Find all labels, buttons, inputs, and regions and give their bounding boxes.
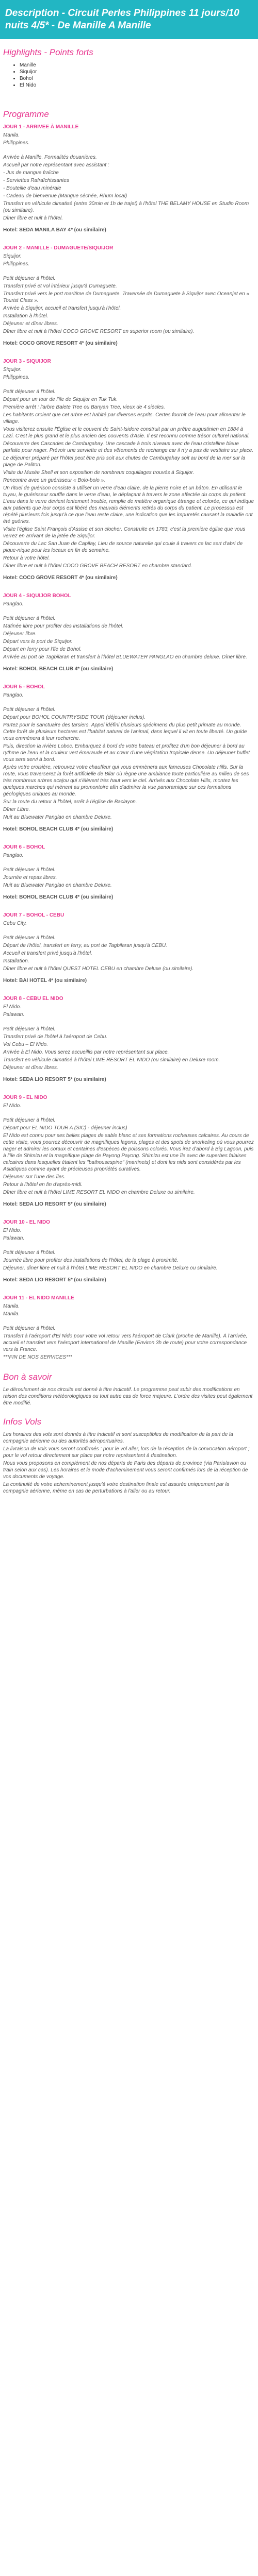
highlight-item: • Bohol	[20, 75, 255, 82]
day-paragraph: Petit déjeuner à l'hôtel.	[3, 1117, 56, 1123]
day-title: JOUR 4 - SIQUIJOR BOHOL	[3, 593, 71, 599]
day-paragraph: Petit déjeuner à l'hôtel.	[3, 707, 56, 713]
day-place-secondary: Manila.	[3, 1311, 20, 1317]
flight-info-paragraph: Les horaires des vols sont donnés à titre indicatif et sont susceptibles de modification de la part de la compagnie aérienne ou des autorités aéroportuaires.	[3, 1432, 233, 1444]
day-block	[3, 592, 255, 672]
day-paragraph: ***FIN DE NOS SERVICES***	[3, 1354, 72, 1360]
day-paragraph: Déjeuner et dîner libres.	[3, 321, 58, 327]
day-hotel: Hotel: COCO GROVE RESORT 4* (ou similaire)	[3, 575, 118, 581]
day-block	[3, 912, 255, 984]
day-place: El Nido.	[3, 1004, 22, 1010]
day-paragraph: Transfert en véhicule climatisé (entre 30min et 1h de trajet) à l'hôtel THE BELAMY HOUSE en Studio Room (ou similaire).	[3, 201, 249, 213]
day-paragraph: El Nido est connu pour ses belles plages de sable blanc et ses formations rocheuses calcaires. Au cours de cette visite, vous pourrez découvrir de magnifiques lagons, plages et des spots de snorkeling où vous pourrez nager et admirer les coraux et centaines d'espèces de poissons colorés. Vous irez d'abord à Big Lagoon, puis à l'île de Shimizu et la magnifique plage de Payong Payong. Shimizu est une île avec de superbes falaises calcaires dans lesquelles étaient les "bathousespine" (martinets) et dont les nids sont considérés par les Asiatiques comme ayant de précieuses propriétés curatives.	[3, 1133, 254, 1172]
highlights-list	[3, 62, 255, 89]
day-hotel: Hotel: COCO GROVE RESORT 4* (ou similaire)	[3, 341, 118, 346]
day-paragraph: - Bouteille d'eau minérale	[3, 185, 61, 191]
highlight-item: • Siquijor	[20, 69, 255, 75]
day-paragraph: Vous visiterez ensuite l'Église et le couvent de Saint-Isidore construit par un prêtre augustinien en 1884 à Lazi. C'est le plus grand et le plus ancien des couvents d'Asie. Il est reconnu comme trésor culturel national.	[3, 427, 250, 439]
day-paragraph: Découverte du Lac San Juan de Capilay, Lieu de source naturelle qui coule à travers ce lac sert d'abri de pique-nique pour les locaux en fin de semaine.	[3, 541, 243, 553]
day-paragraph: Départ de l'hôtel, transfert en ferry, au port de Tagbilaran jusqu'à CEBU.	[3, 943, 167, 948]
day-paragraph: Nuit au Bluewater Panglao en chambre Deluxe.	[3, 883, 112, 888]
day-paragraph: Retour à l'hôtel en fin d'après-midi.	[3, 1182, 83, 1188]
good-to-know-section	[3, 1386, 255, 1406]
day-paragraph: Petit déjeuner à l'hôtel.	[3, 1026, 56, 1032]
day-paragraph: Dîner libre et nuit à l'hôtel LIME RESORT EL NIDO en chambre Deluxe ou similaire.	[3, 1190, 195, 1195]
day-paragraph: Après votre croisière, retrouvez votre chauffeur qui vous emmènera aux fameuses Chocolate Hills. Sur la route, vous traverserez la forêt artificielle de Bilar où règne une ambiance toute particulière au milieu de ses très nombreux arbres acajou qui s'élèvent très haut vers le ciel. Arrivés aux Chocolate Hills, montez les quelques marches qui mènent au promontoire afin d'admirer la vue panoramique sur ces formations géologiques uniques au monde.	[3, 765, 249, 797]
day-place: Siquijor.	[3, 253, 22, 259]
day-block	[3, 1295, 255, 1361]
good-to-know-heading: Bon à savoir	[3, 1372, 52, 1382]
programme-heading: Programme	[3, 109, 49, 119]
day-paragraph: Journée libre pour profiter des installations de l'hôtel, de la plage à proximité.	[3, 1258, 179, 1263]
day-paragraph: - Cadeau de bienvenue (Mangue séchée, Rhum local)	[3, 193, 127, 199]
day-block	[3, 844, 255, 901]
day-place-secondary: Philippines.	[3, 140, 30, 146]
day-title: JOUR 3 - SIQUIJOR	[3, 359, 51, 364]
day-paragraph: Les habitants croient que cet arbre est habité par diverses esprits. Certes fournit de l'eau pour alimenter le village.	[3, 412, 246, 425]
day-title: JOUR 5 - BOHOL	[3, 684, 45, 690]
day-place-secondary: Palawan.	[3, 1012, 25, 1018]
day-paragraph: Petit déjeuner à l'hôtel.	[3, 867, 56, 873]
day-paragraph: Dîner libre et nuit à l'hôtel QUEST HOTEL CEBU en chambre Deluxe (ou similaire).	[3, 966, 194, 972]
day-paragraph: Départ vers le port de Siquijor.	[3, 639, 73, 645]
day-paragraph: Arrivée à El Nido. Vous serez accueillis par notre représentant sur place.	[3, 1049, 169, 1055]
day-paragraph: Déjeuner sur l'une des îles.	[3, 1174, 66, 1180]
day-paragraph: Transfert en véhicule climatisé à l'hôtel LIME RESORT EL NIDO (ou similaire) en Deluxe room.	[3, 1057, 220, 1063]
day-paragraph: Départ pour un tour de l'île de Siquijor en Tuk Tuk.	[3, 397, 118, 402]
day-paragraph: Accueil par notre représentant avec assistant :	[3, 162, 109, 168]
day-title: JOUR 10 - EL NIDO	[3, 1219, 50, 1225]
day-title: JOUR 6 - BOHOL	[3, 844, 45, 850]
day-place: El Nido.	[3, 1228, 22, 1233]
day-title: JOUR 7 - BOHOL - CEBU	[3, 912, 64, 918]
day-paragraph: Déjeuner libre.	[3, 631, 37, 637]
day-paragraph: Transfert privé et vol intérieur jusqu'à Dumaguete.	[3, 283, 117, 289]
flight-info-paragraph: La continuité de votre acheminement jusqu'à votre destination finale est assurée uniquement par la compagnie aérienne, même en cas de perturbations à l'aller ou au retour.	[3, 1482, 230, 1494]
day-block	[3, 124, 255, 233]
day-paragraph: Accueil et transfert privé jusqu'à l'hôtel.	[3, 951, 92, 956]
day-block	[3, 358, 255, 581]
flight-info-paragraph: La livraison de vols vous seront confirmés : pour le vol aller, lors de la réception de la convocation aéroport ; pour le vol retour directement sur place par notre représentant à destination.	[3, 1446, 250, 1459]
day-paragraph: Dîner libre et nuit à l'hôtel COCO GROVE RESORT en superior room (ou similaire).	[3, 329, 195, 334]
day-paragraph: Petit déjeuner à l'hôtel.	[3, 1250, 56, 1256]
flight-info-paragraph: Nous vous proposons en complément de nos départs de Paris des départs de province (via Paris/avion ou train selon aux cas). Les horaires et le mode d'acheminement vous seront confirmés lors de la réception de vos documents de voyage.	[3, 1461, 248, 1480]
flight-info-heading: Infos Vols	[3, 1417, 42, 1427]
day-paragraph: Installation à l'hôtel.	[3, 313, 49, 319]
day-paragraph: Journée et repas libres.	[3, 875, 57, 880]
day-place: Siquijor.	[3, 367, 22, 372]
day-place: Panglao.	[3, 853, 24, 858]
good-to-know-paragraph: Le déroulement de nos circuits est donné à titre indicatif. Le programme peut subir des modifications en raison des conditions météorologiques ou tout autre cas de force majeure. L'ordre des visites peut également être modifié.	[3, 1387, 253, 1406]
highlights-heading: Highlights - Points forts	[3, 47, 93, 57]
day-place: Panglao.	[3, 692, 24, 698]
day-paragraph: Dîner libre et nuit à l'hôtel.	[3, 215, 63, 221]
day-hotel: Hotel: SEDA LIO RESORT 5* (ou similaire)	[3, 1277, 106, 1283]
highlight-item: • Manille	[20, 62, 255, 69]
day-paragraph: Installation.	[3, 958, 29, 964]
day-paragraph: Départ pour EL NIDO TOUR A (SIC) - déjeuner inclus)	[3, 1125, 127, 1131]
day-paragraph: Nuit au Bluewater Panglao en chambre Deluxe.	[3, 815, 112, 820]
day-paragraph: Rencontre avec un guérisseur « Bolo-bolo ».	[3, 478, 105, 483]
day-hotel: Hotel: BOHOL BEACH CLUB 4* (ou similaire)	[3, 666, 114, 672]
day-block	[3, 1094, 255, 1208]
day-paragraph: Arrivée à Manille. Formalités douanières.	[3, 155, 97, 160]
day-paragraph: Retour à votre hôtel.	[3, 555, 50, 561]
day-paragraph: Départ en ferry pour l'île de Bohol.	[3, 647, 82, 652]
day-place-secondary: Palawan.	[3, 1235, 25, 1241]
day-block	[3, 995, 255, 1083]
day-block	[3, 684, 255, 833]
day-place-secondary: Philippines.	[3, 375, 30, 380]
day-paragraph: Petit déjeuner à l'hôtel.	[3, 276, 56, 281]
page-title: Description - Circuit Perles Philippines 11 jours/10 nuits 4/5* - De Manille A Manille	[5, 8, 239, 31]
day-paragraph: Puis, direction la rivière Loboc. Embarquez à bord de votre bateau et profitez d'un bon déjeuner à bord au rythme de l'eau et la couleur vert émeraude et au cœur d'une végétation tropicale dense. Un déjeuner buffet vous sera servi à bord.	[3, 743, 250, 762]
day-paragraph: Première arrêt : l'arbre Balete Tree ou Banyan Tree, vieux de 4 siècles.	[3, 404, 165, 410]
day-paragraph: Visite du Musée Shell et son exposition de nombreux coquillages trouvés à Siquijor.	[3, 470, 195, 476]
day-hotel: Hotel: BOHOL BEACH CLUB 4* (ou similaire)	[3, 826, 114, 832]
day-hotel: Hotel: SEDA MANILA BAY 4* (ou similaire)	[3, 227, 106, 233]
day-paragraph: Vol Cebu – El Nido.	[3, 1042, 48, 1047]
day-place: Manila.	[3, 1303, 20, 1309]
day-block	[3, 1219, 255, 1283]
day-paragraph: - Serviettes Rafraîchissantes	[3, 178, 69, 183]
day-title: JOUR 2 - MANILLE - DUMAGUETE/SIQUIJOR	[3, 245, 114, 251]
day-paragraph: Petit déjeuner à l'hôtel.	[3, 389, 56, 395]
day-paragraph: Dîner Libre.	[3, 807, 30, 812]
day-place-secondary: Philippines.	[3, 261, 30, 267]
day-paragraph: - Jus de mangue fraîche	[3, 170, 59, 176]
day-paragraph: Découverte des Cascades de Cambugahay. Une cascade à trois niveaux avec de l'eau cristalline bleue parfaite pour nager. Prévoir une serviette et des vêtements de rechange car il n'y a pas de vestiaire sur place.	[3, 441, 254, 453]
day-place: Panglao.	[3, 601, 24, 607]
day-title: JOUR 11 - EL NIDO MANILLE	[3, 1295, 74, 1301]
content	[0, 47, 258, 1506]
day-block	[3, 245, 255, 347]
day-hotel: Hotel: SEDA LIO RESORT 5* (ou similaire)	[3, 1201, 106, 1207]
day-paragraph: Le déjeuner préparé par l'hôtel peut être pris soit aux chutes de Cambugahay soit au bord de la mer sur la plage de Paliton.	[3, 455, 246, 468]
day-paragraph: Partez pour le sanctuaire des tarsiers. Appel idéfini plusieurs spécimens du plus petit primate au monde. Cette forêt de plusieurs hectares est l'habitat naturel de l'animal, dans lequel il vit en toute liberté. Un guide vous emmènera à leur recherche.	[3, 722, 247, 741]
day-paragraph: Petit déjeuner à l'hôtel.	[3, 616, 56, 621]
programme-days	[3, 124, 255, 1361]
day-title: JOUR 9 - EL NIDO	[3, 1095, 47, 1100]
day-paragraph: Arrivée au port de Tagbilaran et transfert à l'hôtel BLUEWATER PANGLAO en chambre deluxe. Dîner libre.	[3, 654, 247, 660]
day-paragraph: Départ pour BOHOL COUNTRYSIDE TOUR (déjeuner inclus).	[3, 715, 146, 720]
day-paragraph: Un rituel de guérison consiste à utiliser un verre d'eau claire, de la pierre noire et un bâton. En utilisant le tuyau, le guérisseur souffle dans le verre d'eau, le déplaçant à travers le zone affectée du corps du patient. L'eau dans le verre devient lentement trouble, remplie de matière organique étrange et colorée, ce qui indique aux patients que leur corps est libéré des mauvais éléments retirés du corps du patient. Le processus est répété plusieurs fois jusqu'à ce que l'eau reste claire, une indication que les impuretés causant la maladie ont été guéries.	[3, 485, 254, 524]
day-place: Cebu City.	[3, 921, 27, 926]
day-title: JOUR 1 - ARRIVEE À MANILLE	[3, 124, 79, 130]
day-place: El Nido.	[3, 1103, 22, 1109]
day-paragraph: Petit déjeuner à l'hôtel.	[3, 1326, 56, 1331]
day-paragraph: Déjeuner et dîner libres.	[3, 1065, 58, 1071]
day-paragraph: Transfert privé vers le port maritime de Dumaguete. Traversée de Dumaguete à Siquijor avec Oceanjet en « Tourist Class ».	[3, 291, 250, 303]
day-paragraph: Sur la route du retour à l'hôtel, arrêt à l'église de Baclayon.	[3, 799, 137, 805]
day-paragraph: Arrivée à Siquijor, accueil et transfert jusqu'à l'hôtel.	[3, 306, 121, 311]
day-place: Manila.	[3, 132, 20, 138]
day-paragraph: Déjeuner, dîner libre et nuit à l'hôtel LIME RESORT EL NIDO en chambre Deluxe ou similaire.	[3, 1265, 218, 1271]
day-hotel: Hotel: BOHOL BEACH CLUB 4* (ou similaire)	[3, 894, 114, 900]
day-paragraph: Petit déjeuner à l'hôtel.	[3, 935, 56, 941]
day-paragraph: Dîner libre et nuit à l'hôtel COCO GROVE BEACH RESORT en chambre standard.	[3, 563, 192, 569]
day-paragraph: Transfert privé de l'hôtel à l'aéroport de Cebu.	[3, 1034, 108, 1040]
day-hotel: Hotel: SEDA LIO RESORT 5* (ou similaire)	[3, 1077, 106, 1082]
day-paragraph: Visite l'église Saint François d'Assise et son clocher. Construite en 1783, c'est la première église que vous verrez en arrivant de la jetée de Siquijor.	[3, 527, 246, 539]
day-title: JOUR 8 - CEBU EL NIDO	[3, 996, 63, 1002]
day-hotel: Hotel: BAI HOTEL 4* (ou similaire)	[3, 978, 87, 984]
page-title-banner	[0, 0, 258, 39]
day-paragraph: Matinée libre pour profiter des installations de l'hôtel.	[3, 623, 124, 629]
flight-info-section	[3, 1431, 255, 1495]
highlight-item: • El Nido	[20, 82, 255, 89]
day-paragraph: Transfert à l'aéroport d'El Nido pour votre vol retour vers l'aéroport de Clark (proche de Manille). À l'arrivée, accueil et transfert vers l'aéroport international de Manille (Environ 3h de route) pour votre correspondance vers la France.	[3, 1333, 248, 1352]
